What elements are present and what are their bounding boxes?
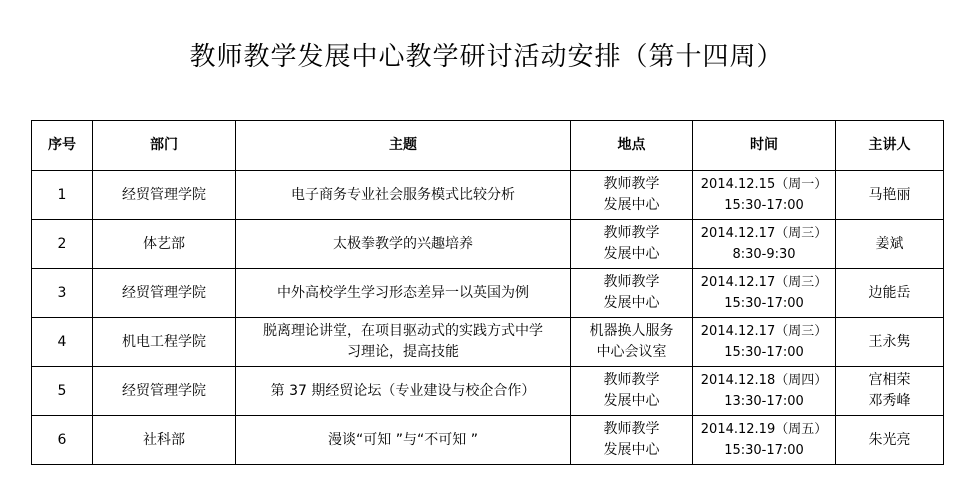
time-date: 2014.12.17（周三）: [700, 324, 828, 339]
time-range: 15:30-17:00: [724, 198, 804, 213]
table-row: [32, 416, 944, 465]
time-date: 2014.12.18（周四）: [700, 373, 828, 388]
cell-topic: [236, 416, 571, 465]
cell-speaker: [836, 416, 944, 465]
cell-no: 2: [32, 220, 93, 269]
time-range: 13:30-17:00: [724, 394, 804, 409]
topic-line: 中外高校学生学习形态差异一以英国为例: [277, 284, 529, 301]
venue-line: 教师教学: [603, 274, 660, 290]
table-row: [32, 269, 944, 318]
cell-venue: [571, 220, 693, 269]
time-date: 2014.12.17（周三）: [700, 275, 828, 290]
cell-no: 6: [32, 416, 93, 465]
topic-line: 电子商务专业社会服务模式比较分析: [291, 186, 515, 203]
venue-line: 机器换人服务: [589, 323, 674, 339]
cell-time: [693, 318, 836, 367]
header-topic: 主题: [236, 121, 571, 171]
table-row: [32, 367, 944, 416]
time-date: 2014.12.19（周五）: [700, 422, 828, 437]
time-range: 8:30-9:30: [732, 247, 796, 262]
cell-dept: 经贸管理学院: [93, 269, 236, 318]
cell-speaker: [836, 171, 944, 220]
time-range: 15:30-17:00: [724, 296, 804, 311]
topic-line: 漫谈“可知 ”与“不可知 ”: [328, 431, 478, 448]
cell-topic: [236, 367, 571, 416]
speaker-name: 王永隽: [868, 333, 911, 350]
table-row: [32, 220, 944, 269]
cell-speaker: [836, 367, 944, 416]
venue-line: 教师教学: [603, 421, 660, 437]
cell-dept: 社科部: [93, 416, 236, 465]
topic-line: 脱离理论讲堂，在项目驱动式的实践方式中学: [263, 323, 543, 339]
header-venue: 地点: [571, 121, 693, 171]
header-time: 时间: [693, 121, 836, 171]
venue-line: 中心会议室: [596, 344, 667, 360]
cell-topic: [236, 171, 571, 220]
topic-line: 第 37 期经贸论坛（专业建设与校企合作）: [270, 382, 536, 399]
header-no: 序号: [32, 121, 93, 171]
cell-topic: [236, 269, 571, 318]
cell-venue: [571, 367, 693, 416]
cell-speaker: [836, 269, 944, 318]
speaker-name: 边能岳: [868, 284, 911, 301]
time-range: 15:30-17:00: [724, 443, 804, 458]
venue-line: 发展中心: [603, 246, 660, 262]
venue-line: 发展中心: [603, 295, 660, 311]
cell-time: [693, 171, 836, 220]
cell-dept: 体艺部: [93, 220, 236, 269]
cell-topic: [236, 220, 571, 269]
cell-venue: [571, 416, 693, 465]
cell-dept: 机电工程学院: [93, 318, 236, 367]
venue-line: 发展中心: [603, 442, 660, 458]
cell-time: [693, 220, 836, 269]
table-header-row: [32, 121, 944, 171]
cell-dept: 经贸管理学院: [93, 171, 236, 220]
time-date: 2014.12.15（周一）: [700, 177, 828, 192]
cell-topic: [236, 318, 571, 367]
table-row: [32, 171, 944, 220]
speaker-name: 朱光亮: [868, 431, 911, 448]
schedule-table: [31, 120, 944, 465]
venue-line: 教师教学: [603, 225, 660, 241]
time-range: 15:30-17:00: [724, 345, 804, 360]
venue-line: 教师教学: [603, 372, 660, 388]
cell-speaker: [836, 220, 944, 269]
cell-time: [693, 416, 836, 465]
cell-time: [693, 367, 836, 416]
cell-no: 3: [32, 269, 93, 318]
speaker-name: 宫相荣: [868, 372, 911, 388]
header-dept: 部门: [93, 121, 236, 171]
venue-line: 发展中心: [603, 197, 660, 213]
speaker-name: 姜斌: [875, 235, 904, 252]
cell-venue: [571, 171, 693, 220]
page-title: 教师教学发展中心教学研讨活动安排（第十四周）: [189, 42, 784, 72]
cell-time: [693, 269, 836, 318]
cell-no: 4: [32, 318, 93, 367]
speaker-name: 邓秀峰: [868, 393, 911, 409]
venue-line: 教师教学: [603, 176, 660, 192]
topic-line: 习理论，提高技能: [347, 344, 459, 360]
table-row: [32, 318, 944, 367]
cell-no: 1: [32, 171, 93, 220]
topic-line: 太极拳教学的兴趣培养: [333, 235, 473, 252]
venue-line: 发展中心: [603, 393, 660, 409]
cell-venue: [571, 318, 693, 367]
cell-speaker: [836, 318, 944, 367]
header-speaker: 主讲人: [836, 121, 944, 171]
cell-no: 5: [32, 367, 93, 416]
time-date: 2014.12.17（周三）: [700, 226, 828, 241]
speaker-name: 马艳丽: [868, 186, 911, 203]
cell-venue: [571, 269, 693, 318]
cell-dept: 经贸管理学院: [93, 367, 236, 416]
